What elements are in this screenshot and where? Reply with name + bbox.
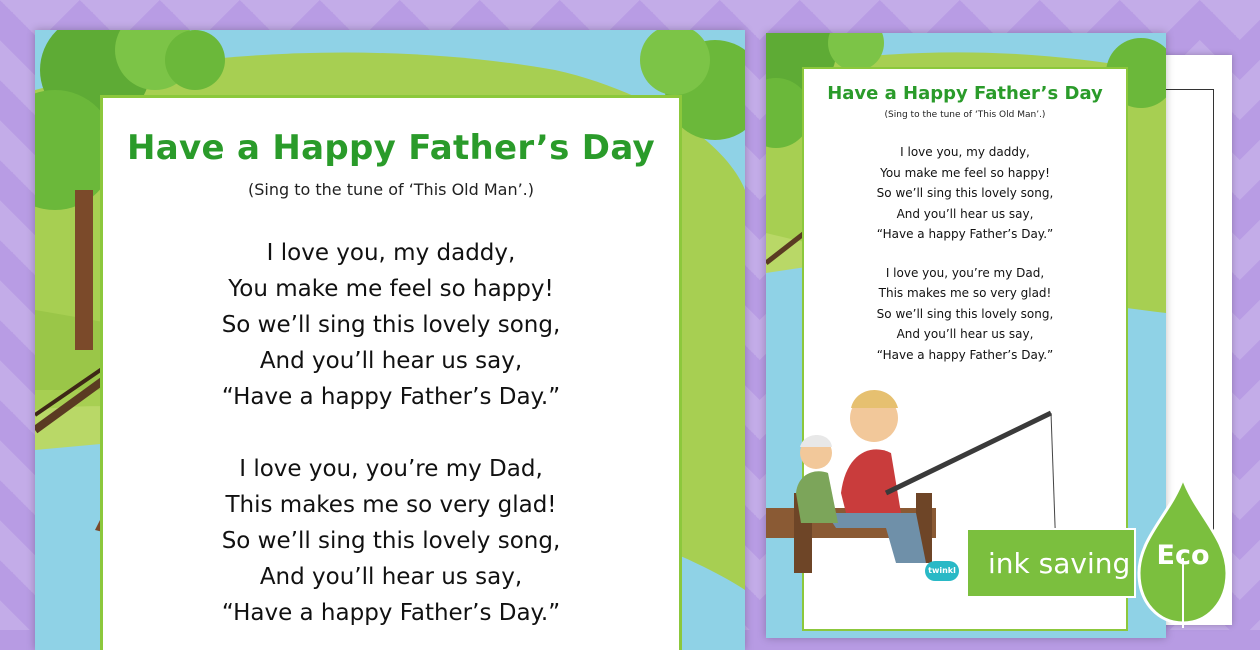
song-subtitle: (Sing to the tune of ‘This Old Man’.) (247, 180, 535, 199)
verse-line: I love you, my daddy, (266, 240, 516, 266)
verse-line: “Have a happy Father’s Day.” (221, 384, 561, 410)
verse-line: So we’ll sing this lovely song, (876, 186, 1054, 200)
song-subtitle-small: (Sing to the tune of ‘This Old Man’.) (884, 110, 1046, 120)
verse-line: This makes me so very glad! (878, 286, 1052, 300)
song-title: Have a Happy Father’s Day (127, 128, 655, 168)
verse-line: So we’ll sing this lovely song, (221, 312, 561, 338)
verse-line: “Have a happy Father’s Day.” (876, 347, 1054, 362)
verse-line: So we’ll sing this lovely song, (876, 306, 1054, 321)
verse-1 (103, 235, 679, 415)
eco-label: Eco (1156, 540, 1210, 571)
verse-2-small (804, 263, 1126, 366)
verse-1-small (804, 142, 1126, 245)
ink-saving-badge: ink saving (966, 528, 1136, 598)
song-panel-large (100, 95, 682, 650)
verse-line: And you’ll hear us say, (896, 327, 1034, 341)
verse-line: This makes me so very glad! (225, 492, 557, 518)
verse-line: So we’ll sing this lovely song, (221, 528, 561, 554)
verse-line: You make me feel so happy! (880, 165, 1050, 180)
verse-line: You make me feel so happy! (228, 276, 554, 302)
verse-line: And you’ll hear us say, (259, 348, 523, 374)
poster-large (35, 30, 745, 650)
verse-line: And you’ll hear us say, (259, 564, 523, 590)
verse-line: “Have a happy Father’s Day.” (221, 600, 561, 626)
verse-2 (103, 451, 679, 631)
verse-line: I love you, my daddy, (900, 145, 1030, 159)
twinkl-logo: twinkl (925, 561, 959, 581)
song-title-small: Have a Happy Father’s Day (827, 83, 1103, 104)
verse-line: I love you, you’re my Dad, (885, 265, 1045, 280)
verse-line: I love you, you’re my Dad, (239, 456, 543, 482)
verse-line: And you’ll hear us say, (896, 206, 1034, 221)
verse-line: “Have a happy Father’s Day.” (876, 227, 1054, 241)
